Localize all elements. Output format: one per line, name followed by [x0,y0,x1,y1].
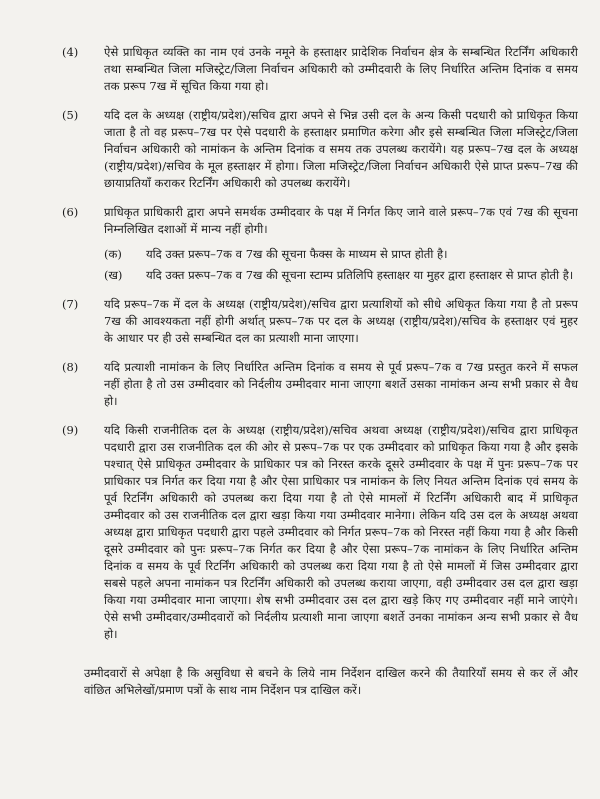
paragraph-9 [62,422,578,643]
paragraph-6 [62,204,578,238]
sub-clause-text: यदि उक्त प्ररूप–7क व 7ख की सूचना स्टाम्प प्रतिलिपि हस्ताक्षर या मुहर द्वारा हस्ताक्षर से प्राप्त होती है। [146,268,574,282]
closing-note: उम्मीदवारों से अपेक्षा है कि असुविधा से बचने के लिये नाम निर्देशन दाखिल करने की तैयारियाँ समय से कर लें और वांछित अभिलेखों/प्रमाण पत्रों के साथ नाम निर्देशन पत्र दाखिल करें। [84,666,578,697]
paragraph-text: यदि प्रत्याशी नामांकन के लिए निर्धारित अन्तिम दिनांक व समय से पूर्व प्ररूप–7क व 7ख प्रस्तुत करने में सफल नहीं होता है तो उस उम्मीदवार को निर्दलीय उम्मीदवार माना जाएगा बशर्ते उसका नामांकन अन्य सभी प्रकार से वैध हो। [104,360,578,408]
paragraph-text: यदि किसी राजनीतिक दल के अध्यक्ष (राष्ट्रीय/प्रदेश)/सचिव अथवा अध्यक्ष (राष्ट्रीय/प्रदेश)/सचिव द्वारा प्राधिकृत पदधारी द्वारा उस राजनीतिक दल की ओर से प्ररूप–7क पर एक उम्मीदवार को प्राधिकृत किया गया है और इसके पश्चात् ऐसे प्राधिकृत उम्मीदवार के प्राधिकार पत्र को निरस्त करके दूसरे उम्मीदवार के पक्ष में पुनः प्ररूप–7क पर प्राधिकार पत्र निर्गत कर दिया गया है और ऐसा प्राधिकार पत्र नामांकन के लिए नियत अन्तिम दिनांक एवं समय के पूर्व रिटर्निंग अधिकारी को उपलब्ध करा दिया गया है तो ऐसे मामलों में रिटर्निंग अधिकारी बाद में प्राधिकृत उम्मीदवार को उस राजनीतिक दल द्वारा खड़ा किया गया उम्मीदवार मानेगा। लेकिन यदि उस दल के अध्यक्ष अथवा अध्यक्ष द्वारा प्राधिकृत पदधारी द्वारा पहले उम्मीदवार को निर्गत प्ररूप–7क को निरस्त नहीं किया गया है और किसी दूसरे उम्मीदवार को पुनः प्ररूप–7क निर्गत कर दिया है और ऐसा प्ररूप–7क नामांकन के लिए निर्धारित अन्तिम दिनांक व समय के पूर्व रिटर्निंग अधिकारी को उपलब्ध करा दिया गया है तो ऐसे मामलों में जिस उम्मीदवार द्वारा सबसे पहले अपना नामांकन पत्र रिटर्निंग अधिकारी को उपलब्ध कराया जाएगा, वही उम्मीदवार उस दल द्वारा खड़ा किया गया उम्मीदवार माना जाएगा। शेष सभी उम्मीदवार उस दल द्वारा खड़े किए गए उम्मीदवार नहीं माने जाएंगे। ऐसे सभी उम्मीदवार/उम्मीदवारों को निर्दलीय प्रत्याशी माना जाएगा बशर्ते उनका नामांकन अन्य सभी प्रकार से वैध हो। [104,423,578,641]
sub-clause-text: यदि उक्त प्ररूप–7क व 7ख की सूचना फैक्स के माध्यम से प्राप्त होती है। [146,247,448,261]
sub-clause-kha [104,267,578,284]
paragraph-8 [62,359,578,410]
sub-clause-label: (ख) [104,268,123,282]
sub-clause-list [104,246,578,284]
paragraph-number: (9) [62,423,79,437]
paragraph-text: यदि दल के अध्यक्ष (राष्ट्रीय/प्रदेश)/सचिव द्वारा अपने से भिन्न उसी दल के अन्य किसी पदधारी को प्राधिकृत किया जाता है तो वह प्ररूप–7ख पर ऐसे पदधारी के हस्ताक्षर प्रमाणित करेगा और इसे सम्बन्धित जिला मजिस्ट्रेट/जिला निर्वाचन अधिकारी को नामांकन के अन्तिम दिनांक व समय तक उपलब्ध करायेंगे। यह प्ररूप–7ख दल के अध्यक्ष (राष्ट्रीय/प्रदेश)/सचिव के मूल हस्ताक्षर में होगा। जिला मजिस्ट्रेट/जिला निर्वाचन अधिकारी ऐसे प्राप्त प्ररूप–7ख की छायाप्रतियाँ कराकर रिटर्निंग अधिकारी को उपलब्ध करायेंगे। [104,108,578,190]
sub-clause-label: (क) [104,247,122,261]
paragraph-number: (7) [62,297,79,311]
paragraph-4 [62,44,578,95]
paragraph-text: प्राधिकृत प्राधिकारी द्वारा अपने समर्थक उम्मीदवार के पक्ष में निर्गत किए जाने वाले प्ररूप–7क एवं 7ख की सूचना निम्नलिखित दशाओं में मान्य नहीं होगी। [104,205,578,236]
paragraph-text: यदि प्ररूप–7क में दल के अध्यक्ष (राष्ट्रीय/प्रदेश)/सचिव द्वारा प्रत्याशियों को सीधे अधिकृत किया गया है तो प्ररूप 7ख की आवश्यकता नहीं होगी अर्थात् प्ररूप–7क पर दल के अध्यक्ष (राष्ट्रीय/प्रदेश)/सचिव के हस्ताक्षर एवं मुहर के आधार पर ही उसे सम्बन्धित दल का प्रत्याशी माना जाएगा। [104,297,578,345]
paragraph-5 [62,107,578,192]
paragraph-number: (6) [62,205,79,219]
paragraph-text: ऐसे प्राधिकृत व्यक्ति का नाम एवं उनके नमूने के हस्ताक्षर प्रादेशिक निर्वाचन क्षेत्र के सम्बन्धित रिटर्निंग अधिकारी तथा सम्बन्धित जिला मजिस्ट्रेट/जिला निर्वाचन अधिकारी को उम्मीदवारी के लिए निर्धारित अन्तिम दिनांक व समय तक प्ररूप 7ख में सूचित किया गया हो। [104,45,578,93]
paragraph-number: (5) [62,108,79,122]
paragraph-7 [62,296,578,347]
paragraph-number: (8) [62,360,79,374]
paragraph-number: (4) [62,45,79,59]
sub-clause-ka [104,246,578,263]
